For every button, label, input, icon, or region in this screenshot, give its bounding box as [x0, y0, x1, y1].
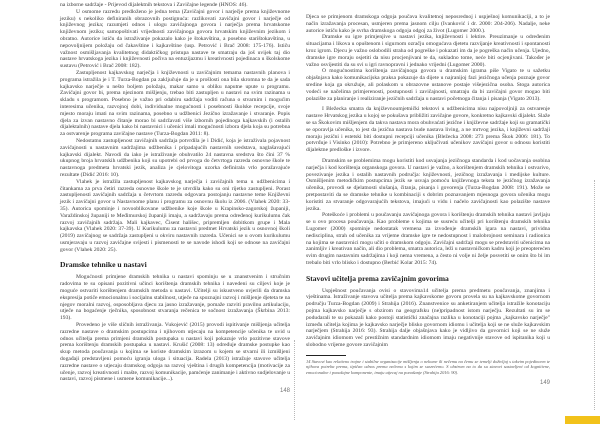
right-body-top: [306, 14, 550, 267]
right-body-bottom: [306, 288, 550, 349]
left-body-top: [60, 2, 290, 253]
paragraph: na izborne sadržaje - Prijevod dijalektnih tekstova i Zavičajne legende (HNOS: 46).: [60, 2, 248, 8]
paragraph: Poteškoće i problemi u poučavanju zavičajnoga govora i korištenju dramskih tehnika nastavi javljaju se u ovo procesa poučavanja. Kao probleme s kojima se susreću učitelji pri korištenju dramskih tehnika Lugomer (2000) spominje nedostatak vremena za izvođenje dramskih igara na nastavi, prividna nedisciplina, strah od učenika za vrijeme dramske igre te nedostupnost i malobrojnost seminara i radionica na kojima se nastavnici mogu učiti o dramskom odgoju. Zavičajni sadržaji mogu se predstaviti učenicima na zanimljiv i kreativan način, ali dio problema, smatra autorica, leži u nastavničkom kadru koji je preopterećen svim drugim nastavnim sadržajima i koji nema vremena, a često ni volje ni želje posvetiti se onim što bi im trebalo biti vrlo blisko i dostupno (Berbić Kolar 2015: 74).: [306, 212, 550, 266]
paragraph: O mogućnostima korištenja zavičajnoga govora u dramskim igrama piše Vigato te u sažetku objašnjava kako komunikacijska praksa pokazuje da dijete u najranijoj fazi jezičnoga učenja poznaje govor sredine koja ga okružuje, ali polaskom u obrazovne ustanove postaje višejezična osoba. Stoga autorica vodeći se načelima primjerenosti, postupnosti i zavičajnosti, smatraju da bi zavičajni govor mogao biti polazište za planiranje i realiziranje jezičnih sadržaja u nastavi početnoga čitanja i pisanja (Vigato 2013).: [306, 68, 550, 102]
page-number: 148: [279, 388, 290, 395]
footnote-rule: [306, 355, 346, 356]
running-header-vertical: [594, 180, 597, 410]
paragraph: U osmome razredu predloženo je jedna tema (Zavičajni govor i narječje prema književnome jeziku) s nekoliko definiranih obrazovnih postignuća: razlikovati zavičajni govor i narječje od književnog jezika; razumjeti odnos i ulogu zavičajnoga govora i narječja prema hrvatskome književnom jeziku; samopoštivati vrijednosti zavičajnoga govora hrvatskim književnim jezikom i obratno. Autorice ističu da istraživanje pokazalo kako je štokavština, a posebno starištokavština, u nepovoljnijem položaju od čakavštine i kajkavštine (usp. Petrović i Brač 2008: 175-176). Ističu važnost osmišljavanja kvalitetnog didaktičkog pristupa nastave te smatraju da još uvijek taj dio nastave hrvatskoga jezika i književnosti počiva na entuzijazmu i kreativnosti pojedinaca u školskome sustavu (Petrović i Brač 2008: 182).: [60, 8, 290, 70]
paragraph: Nedostatnu zastupljenost zavičajnih sadržaja potvrdila je i Didić, koja je istraživala pojavnost zavičajnosti u nastavnim sadržajima udžbenika i pripadajućih nastavnih sredstava, naglašavajući kajkavski dijalekt. Navodi da iako je istraživanje obuhvatilo 24 nastavna sredstva što čini 37 % ukupnog broja hrvatskih udžbenika koji su upotrebi od prvoga do četvrtoga razreda osnovne škole te nastavnoga predmeta hrvatski jezik, analiza je cjelovitoga uzorka definirala vrlo poražavajuće rezultate (Didić 2016: 10).: [60, 137, 290, 178]
accent-bar: [565, 416, 600, 424]
paragraph: Vlahek je istražila zastupljenost kajkavskog narječja i zavičajnih tema u udžbenicima i čitankama za prva četiri razreda osnovne škole te je utvrdila kako su oni rijetko zastupljeni. Porast zastupljenosti zavičajnih sadržaja u četvrtom razredu odgovara postojanju nastavne teme Književni jezik i zavičajni govor u Nastavnome planu i programu za osnovnu školu iz 2006. (Vlahek 2020: 33-35). Autorica spominje i novooblikovane udžbenike koje škole u Krapinsko-zagorskoj županiji, Varaždinskoj županiji te Međimurskoj županiji imaju, a sadržavaju prema određenoj kurikulumu čak razvoj zavičajnih sadržaja. Mali kajkavec, Čisent hališec, pripremljen dobitkom grupe i Mala kajkavska (Vlahek 2020: 37-39). U Kurikulumu za nastavni predmet Hrvatski jezik u osnovnoj školi (2019) zavičajnog se sadržaja zastupljeni u okviru nastavnih razreda. Učenici se u ovom kurikulumu usmjeravaju u razvoj zavičajne svijesti i pismenosti te se navode ishodi koji se odnose na zavičajni govor (Vlahek 2020: 25).: [60, 178, 290, 253]
paragraph: Uspješnost poučavanja ovisi o stavovima14 učitelja prema predmetu poučavanja, znanjima i vještinama. Istraživanje stavova učitelja prema kajkavskome govoru provela su na kajkavskome govornom području Turza-Bogdan (2009) i Strahija (2016). Znanstvenice su anketiranjem učitelja istražile konotaciju pojma kajkavsko narječje s obzirom na geografsku (ne)pripadnost istom narječju. Rezultati su im se podudarali te su pokazali kako postoji statistički značajna razlika u konotaciji pojma „kajkavsko narječje" između učitelja kojima je kajkavsko narječje blisko govornom idiomu i učitelja koji se ne služe kajkavskim narječjem (Strahija 2016: 93). Strahija dalje objašnjava kako je vidljivo da govornici koji se ne služe zavičajnim idiomom već prestižnim standardnim idiomom imaju negativnije stavove od ispitanika koji u slobodno vrijeme govore zavičajnim: [306, 287, 550, 349]
paragraph: Zastupljenost kajkavskog narječja i književnosti u zavičajnim temama nastavnih planova i programa istražila je i T. Turza-Bogdan pa zaključuje da je u prošlosti ona bila skromna te da je sada kajkavsko narječje u nešto boljem položaju, makar samo u obliku naputne upute u programu. Zavičajni govor bi, prema njezinom mišljenju, trebao biti zastupljen u nastavi na svim razinama u skladu s programom. Posebno je važno pri odabiru sadržaja voditi računa o stvarnim i mogućim interesima učenika, razvojnoj dobi, individualne mogućnosti i posebnosti školske recepcije, svoje mjesto moraju imati na svim razinama, posebno u udžbenici Jezično izražavanje i stvaranje. Popis djela za izvan nastavno čitanje morao bi sadržavati više izbornih pojedinoga kajkavskih (i ostalih dijalektalnih) nastave djela kako bi nastavnici i učenici imali mogućnosti izbora djela koja su potrebna za ostvarenje programa zavičajne nastave (Turza-Bogdan 2011: 8).: [60, 69, 290, 138]
right-page: [300, 0, 600, 424]
paragraph: Dramskim se problemima mogu koristiti kod usvajanja jezičnoga standarda i kod uočavanja osobina narječja i kod korištenja organskoga govora. U nastavi je važno, a korištenjem dramskih tehnika i ostvarivo, povezivanje jezika i ostalih nastavnih područja: književnosti, jezičnog izražavanja i medijske kulture. Osmišljenim metodičkim postupcima jezik se usvaja pomoću književnoga teksta te jezičnog izražavanja učenika, provodi se djelatnosti slušanja, čitanja, pisanja i govorenja (Turza-Bogdan 2008: 191). Može se pretpostaviti da se dramske tehnike u kombinaciji s dobrim poznavanjem mjesnoga govora učenika mogu koristiti za stvaranje odgovarajućih tekstova, imajući u vidu i načelo zavičajnosti kao polazište nastave jezika.: [306, 157, 550, 212]
section-heading: Dramske tehnike u nastavi: [60, 260, 147, 270]
running-header-vertical: [294, 340, 297, 420]
left-body-bottom: [60, 274, 290, 383]
page-number: 149: [539, 380, 550, 387]
paragraph: Djeca se primjenom dramskoga odgoja poučava kvalitetnoj neposrednoj i uspješnoj komunikaciji, a to je način izražavanja procesan, usmjeren prema jasnom cilju (Ivanković i dr. 2000: 204-206). Nadalje, neke autorice ističu kako je svrha dramskoga odgoja odgoj za život (Lugomer 2000.).: [306, 14, 550, 34]
right-flow: [306, 0, 550, 387]
paragraph: Mogućnosti primjene dramskih tehnika u nastavi spominju se u znanstvenim i stručnim radovima te su opisani pozitivni učinci korištenja dramskih tehnika i navedeni su ciljevi koje je moguće ostvariti korištenjem dramskih metoda u nastavi. Učitelji su iskustveno uvjerili da dramska ekspresija potiče emocionalnu i socijalnu stabilnost, utječe na spoznajni razvoj i mišljenje djeteta te na njegov moralni razvoj, osposobljava djecu za jasno izražavanje, pomaže razviti pravilnu artikulaciju, utječe na bogaćenje rječnika, sposobnost stvaranja rečenica te sočnost izražavanja (Škrbina 2013: 193).: [60, 274, 290, 322]
paragraph: I Bležecka smatra da književnoumjetnički tekstovi u udžbenicima nisu najpovoljniji za ostvarenje nastave Hrvatskog jezika u kojoj se pokušava približiti zavičajne govore, konkretno kajkavski dijalekt. Slaže se sa Škokovim mišljenjem da takva nastava mora obuhvaćati jezične i književne sadržaje koji su gramatički se oporavlja učenika, to jest da jezična nastava bude nastava living, a ne mrtvog jezika, i književni sadržaji moraju jezični i estetski biti dostupni recepciji učenika (Bležecka 2008: 273 prema Škok 2006: 181). To potvrđuje i Visinko (2010): Potrebno je primjereno uključivati učenikov zavičajni govor u odnosu koristiti dijalektne predloške i izvore.: [306, 106, 550, 154]
footnote: 14 Stavovi kao relativno trajne i stabilne organizacije mišljenja o nekome ili nečemu na čemu se temelji doživljaj s takvim pojedincem te njihova potreba prema, tipičan odnos prema nečemu s kojim se susrećemo. S obzirom na to da su stavovi sastavljeni od kognitivne, emocionalne i ponašajne komponente, imaju utjecaj na ponašanje (Strahija 2016: 90).: [306, 358, 550, 375]
left-flow: [60, 0, 290, 395]
section-heading: Stavovi učitelja prema zavičajnim govorima: [306, 273, 449, 283]
paragraph: Provedeno je više sličnih istraživanja. Vukojević (2015) provodi ispitivanje mišljenja učitelja razredne nastave o dramskim postupcima i njihovom utjecaju na kompetencije učenika te uvid u odnos učitelja prema primjeni dramskih postupaka u nastavi koji pokazuje vrlo pozitivne stavove prema korištenju dramskih postupaka u nastavi. Krušić (2008: 13) određuje dramske postupke kao skup metoda poučavanja u kojima se koriste dramskim izrazom u kojem se stvarni ili izmišljeni događaji predstavljeni pomoću igranja uloga i situacija. Radela (2013) istražuje stavove učitelja razredne nastave o utjecaju dramskog odgoja na razvoj vještina i drugih kompetencija (motivacije za učenje, razvoj kreativnosti i mašte, razvoj komunikacije, pamćenje zanimanje i aktivno sudjelovanje u nastavi, razvoj pismene i usmene komunikacije...).: [60, 322, 290, 383]
paragraph: Dramske su igre primjenjive u nastavi jezika, književnosti i lektire. Preuzimanje u određenim situacijama i likova u opuštenom i sigurnom ozračju omogućava djetetu razvijanje kreativnosti i spontanosti kroz igrom. Djecu je važno oslobodili straha od pogreške i pokazati im da je pogreška način učenja. Ujedno, dramske igre moraju osjetiti da nisu procjenjivani te da, sukladno tome, neće biti ocjenjivani. Također je važno osvijestiti da su svi u igri ravnopravni i jednako vrijedni (Lugomer 2000).: [306, 34, 550, 68]
